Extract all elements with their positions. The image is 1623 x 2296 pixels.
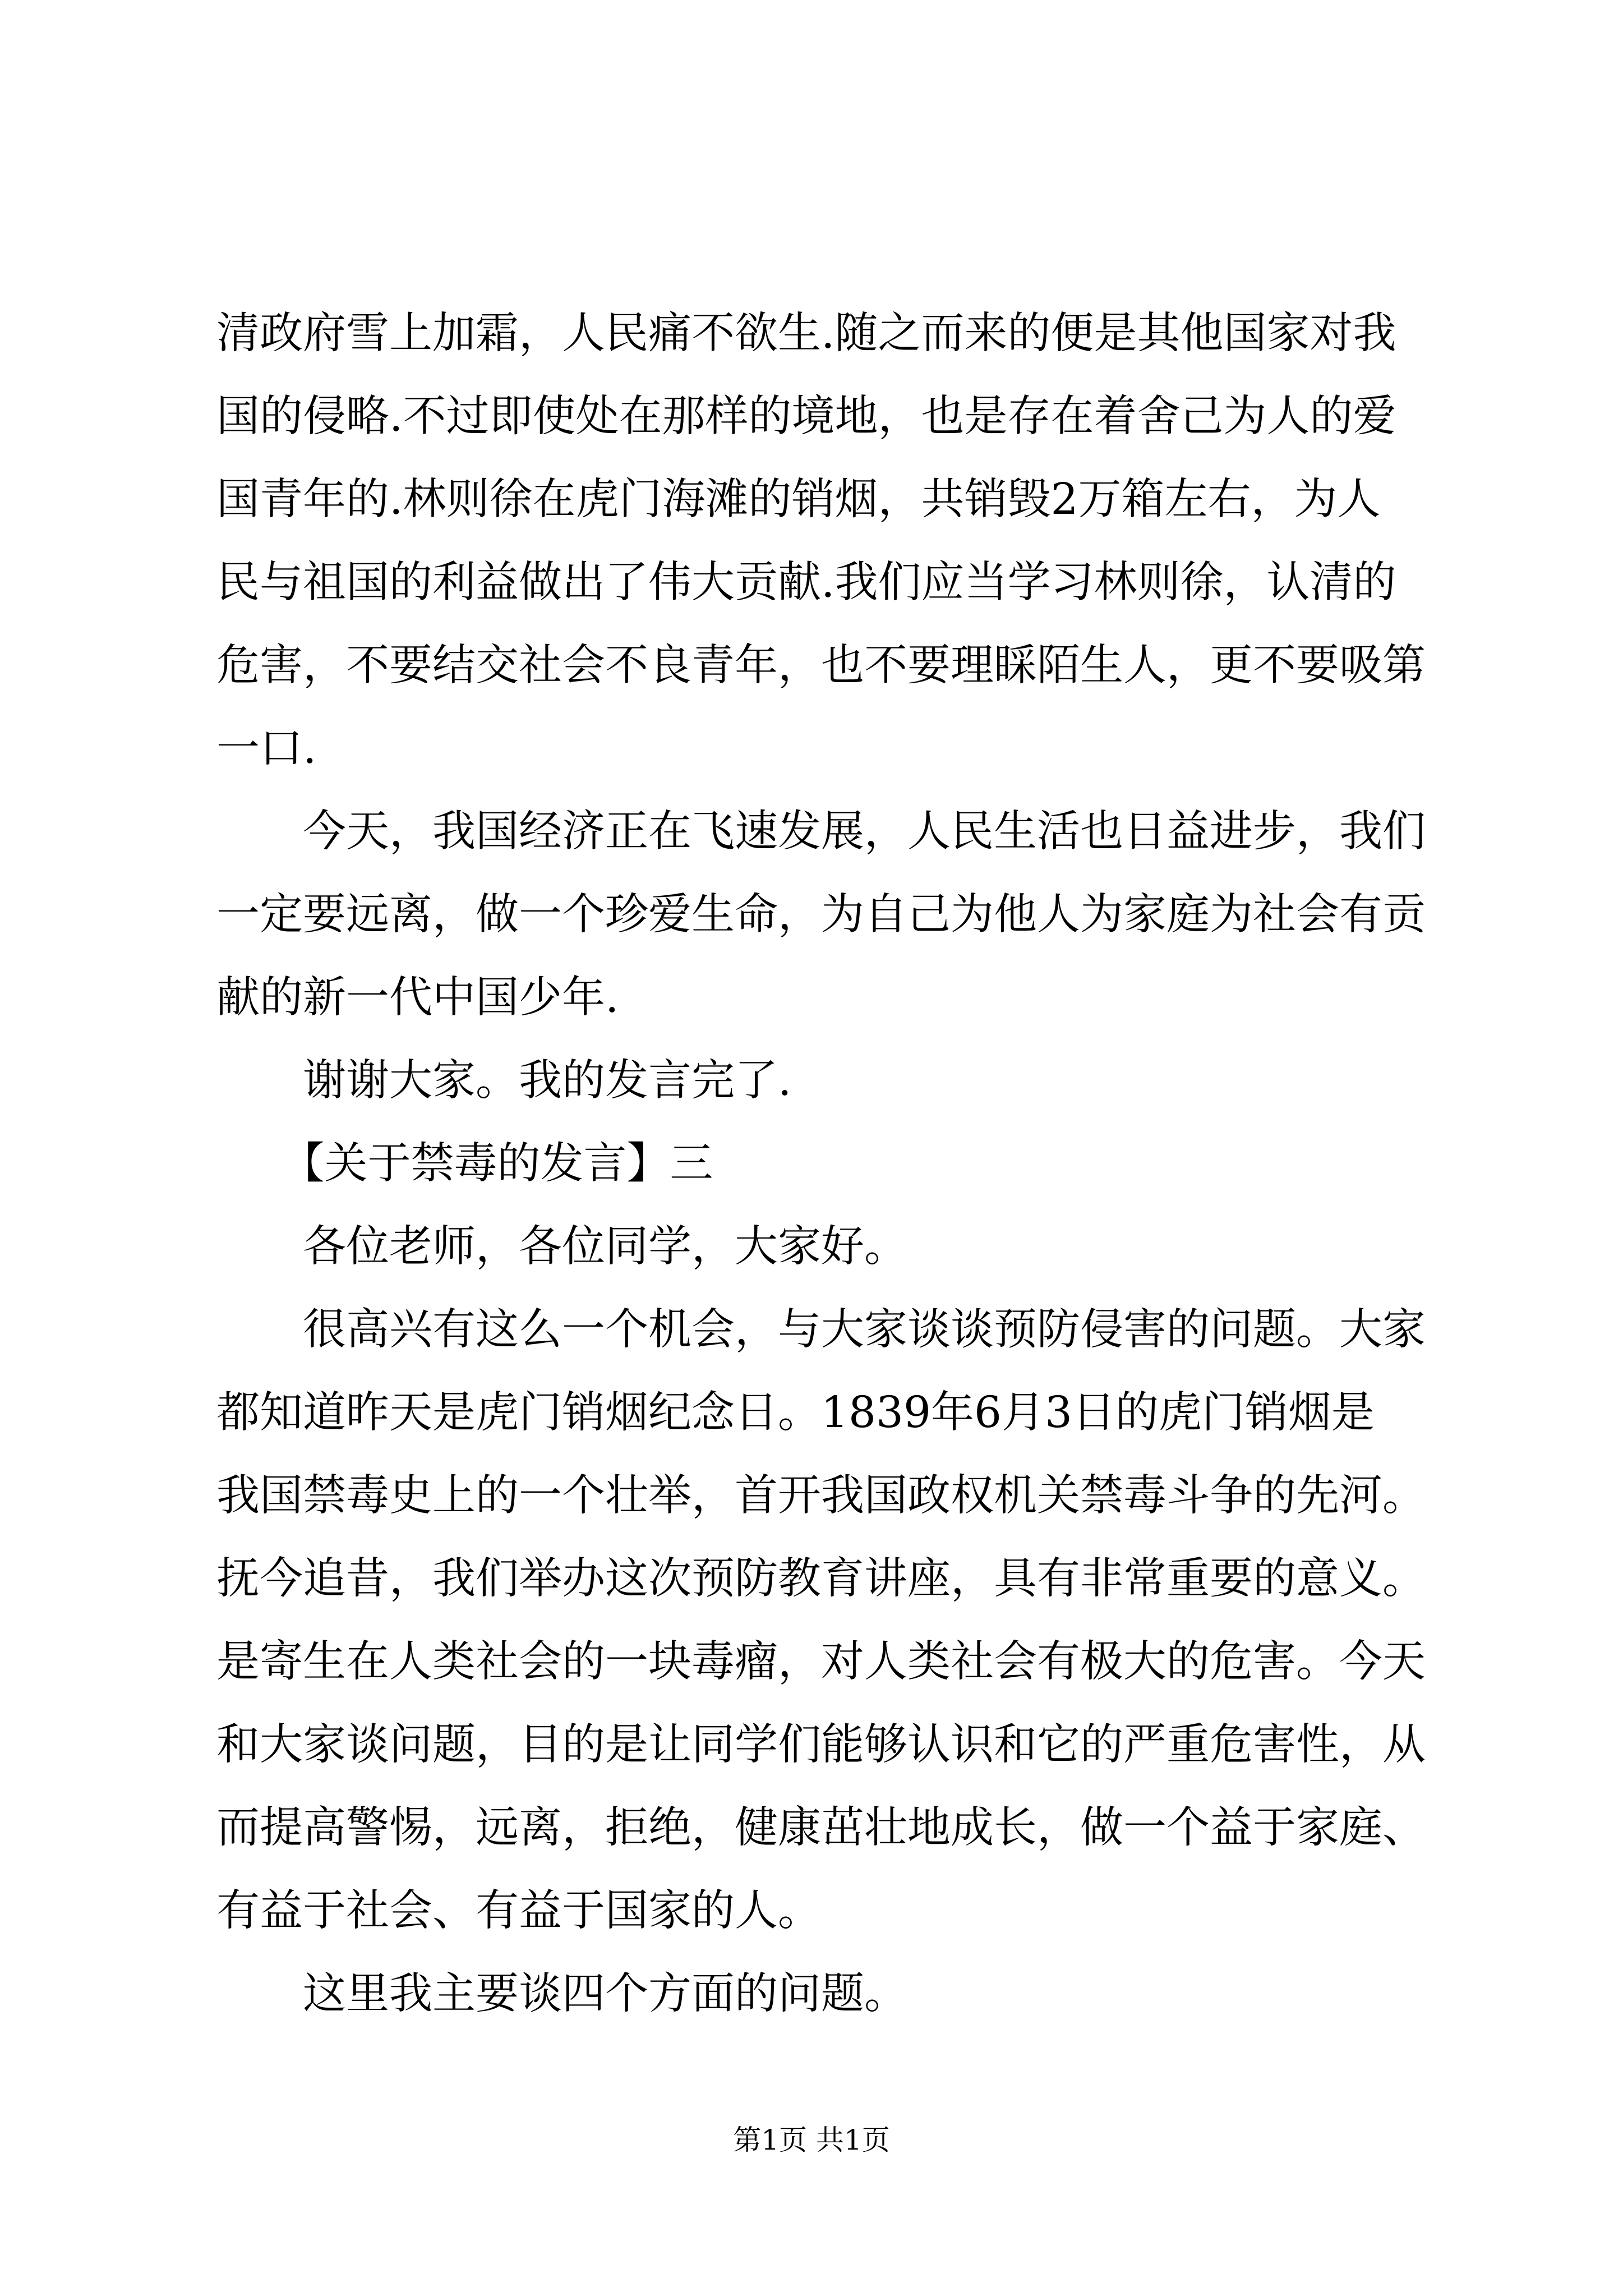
text-line: 民与祖国的利益做出了伟大贡献.我们应当学习林则徐，认清的 [216,558,1396,608]
section-heading: 【关于禁毒的发言】三 [216,1139,713,1189]
text-line: 而提高警惕，远离，拒绝，健康茁壮地成长，做一个益于家庭、 [216,1803,1426,1853]
text-line: 是寄生在人类社会的一块毒瘤，对人类社会有极大的危害。今天 [216,1637,1426,1687]
text-line: 都知道昨天是虎门销烟纪念日。1839年6月3日的虎门销烟是 [216,1388,1375,1438]
text-line: 谢谢大家。我的发言完了. [216,1056,792,1106]
text-line: 抚今追昔，我们举办这次预防教育讲座，具有非常重要的意义。 [216,1554,1426,1604]
text-line: 很高兴有这么一个机会，与大家谈谈预防侵害的问题。大家 [216,1305,1426,1355]
text-line: 危害，不要结交社会不良青年，也不要理睬陌生人，更不要吸第 [216,641,1426,691]
text-line: 和大家谈问题，目的是让同学们能够认识和它的严重危害性，从 [216,1720,1426,1770]
text-line: 一定要远离，做一个珍爱生命，为自己为他人为家庭为社会有贡 [216,890,1426,940]
text-line: 清政府雪上加霜，人民痛不欲生.随之而来的便是其他国家对我 [216,309,1396,358]
page-footer: 第1页 共1页 [733,2124,890,2156]
text-line: 国的侵略.不过即使处在那样的境地，也是存在着舍己为人的爱 [216,392,1396,441]
text-line: 我国禁毒史上的一个壮举，首开我国政权机关禁毒斗争的先河。 [216,1471,1426,1521]
text-line: 国青年的.林则徐在虎门海滩的销烟，共销毁2万箱左右，为人 [216,475,1381,524]
text-line: 这里我主要谈四个方面的问题。 [216,1969,907,2019]
text-line: 各位老师，各位同学，大家好。 [216,1222,907,1272]
text-line: 献的新一代中国少年. [216,973,619,1023]
text-line: 今天，我国经济正在飞速发展，人民生活也日益进步，我们 [216,807,1426,857]
text-line: 有益于社会、有益于国家的人。 [216,1886,821,1936]
text-line: 一口. [216,724,317,774]
